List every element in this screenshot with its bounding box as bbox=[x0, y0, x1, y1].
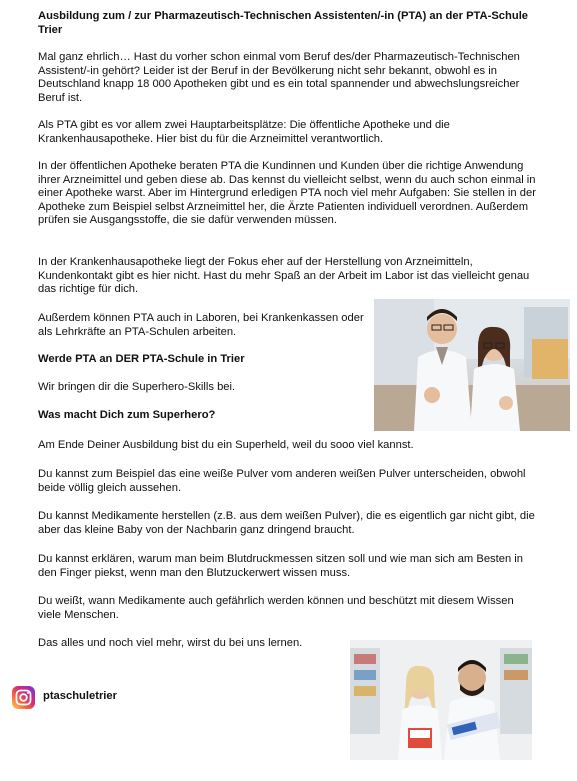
other-workplaces-paragraph: Außerdem können PTA auch in Laboren, bei Krankenkassen oder als Lehrkräfte an PTA-Schulen arbeiten. bbox=[38, 312, 364, 338]
superhero-skills-line: Wir bringen dir die Superhero-Skills bei. bbox=[38, 381, 236, 393]
closing-line: Das alles und noch viel mehr, wirst du bei uns lernen. bbox=[38, 637, 303, 649]
instagram-handle[interactable]: ptaschuletrier bbox=[43, 690, 117, 702]
pharmacy-students-illustration bbox=[350, 640, 532, 760]
school-subheading: Werde PTA an DER PTA-Schule in Trier bbox=[38, 353, 245, 365]
superhero-subheading: Was macht Dich zum Superhero? bbox=[38, 409, 216, 421]
powder-paragraph: Du kannst zum Beispiel das eine weiße Pulver vom anderen weißen Pulver unterscheiden, obwohl beide völlig gleich aussehen. bbox=[38, 468, 526, 494]
students-photo bbox=[374, 299, 570, 431]
blood-pressure-paragraph: Du kannst erklären, warum man beim Blutdruckmessen sitzen soll und wie man sich am Besten in den Finger piekst, wenn man den Blutzuckerwert wissen muss. bbox=[38, 553, 524, 579]
public-pharmacy-paragraph: In der öffentlichen Apotheke beraten PTA die Kundinnen und Kunden über die richtige Anwendung ihrer Arzneimittel und geben diese ab. Das kennst du vielleicht selbst, wenn du auch schon einmal in einer Apotheke warst. Aber im Hintergrund erledigen PTA noch viel mehr Aufgaben: Sie stellen in der Apotheke zum Beispiel selbst Arzneimittel her, die Ärzte Patienten individuell verordnen. Außerdem prüfen sie Ausgangsstoffe, die sie dafür verwenden müssen. bbox=[38, 160, 536, 227]
instagram-glyph bbox=[12, 686, 35, 709]
students-illustration bbox=[374, 299, 570, 431]
intro-paragraph: Mal ganz ehrlich… Hast du vorher schon einmal vom Beruf des/der Pharmazeutisch-Technischen Assistent/-in gehört? Leider ist der Beruf in der Bevölkerung nicht sehr bekannt, obwohl es in Deutschland knapp 18 000 Apotheken gibt und es ein total spannender und abwechslungsreicher Beruf ist. bbox=[38, 51, 520, 104]
superhero-paragraph: Am Ende Deiner Ausbildung bist du ein Superheld, weil du sooo viel kannst. bbox=[38, 439, 414, 451]
hospital-pharmacy-paragraph: In der Krankenhausapotheke liegt der Fokus eher auf der Herstellung von Arzneimitteln, Kundenkontakt gibt es hier nicht. Hast du mehr Spaß an der Arbeit im Labor ist das vielleicht genau das richtige für dich. bbox=[38, 256, 530, 296]
pharmacy-students-photo bbox=[350, 640, 532, 760]
workplaces-paragraph: Als PTA gibt es vor allem zwei Hauptarbeitsplätze: Die öffentliche Apotheke und die Krankenhausapotheke. Hier bist du für die Arzneimittel verantwortlich. bbox=[38, 119, 450, 145]
safety-paragraph: Du weißt, wann Medikamente auch gefährlich werden können und beschützt mit diesem Wissen viele Menschen. bbox=[38, 595, 514, 621]
instagram-icon[interactable] bbox=[12, 686, 35, 709]
compounding-paragraph: Du kannst Medikamente herstellen (z.B. aus dem weißen Pulver), die es eigentlich gar nicht gibt, die aber das kleine Baby von der Nachbarin ganz dringend braucht. bbox=[38, 510, 535, 536]
page-title: Ausbildung zum / zur Pharmazeutisch-Technischen Assistenten/-in (PTA) an der PTA-Schule Trier bbox=[38, 10, 529, 36]
